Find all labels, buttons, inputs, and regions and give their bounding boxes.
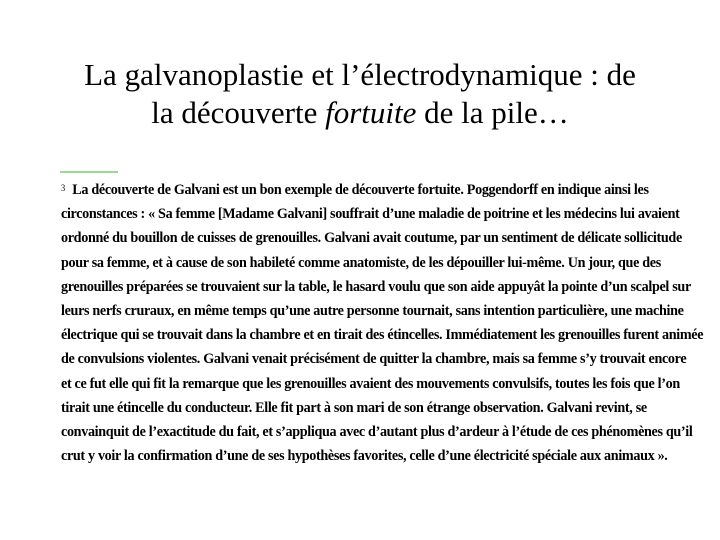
- slide-title: [20, 56, 700, 132]
- footnote-line: leurs nerfs cruraux, en même temps qu’une autre personne tournait, sans intention particulière, une machine: [61, 302, 684, 320]
- footnote-line: et ce fut elle qui fit la remarque que les grenouilles avaient des mouvements convulsifs, toutes les fois que l’on: [61, 374, 680, 392]
- footnote-text: [61, 178, 704, 468]
- footnote-line: pour sa femme, et à cause de son habileté comme anatomiste, de les dépouiller lui-même. Un jour, que des: [61, 253, 661, 271]
- footnote-line: tirait une étincelle du conducteur. Elle fit part à son mari de son étrange observation. Galvani revint, se: [61, 398, 647, 416]
- footnote-line-text: La découverte de Galvani est un bon exemple de découverte fortuite. Poggendorff en indique ainsi les: [72, 181, 649, 198]
- footnote-separator: [60, 171, 118, 173]
- footnote-line: grenouilles préparées se trouvaient sur la table, le hasard voulu que son aide appuyât la pointe d’un scalpel sur: [61, 277, 691, 295]
- footnote-line: électrique qui se trouvait dans la chambre et en tirait des étincelles. Immédiatement les grenouilles furent animée: [61, 326, 704, 344]
- footnote-line: [61, 178, 686, 202]
- title-line-2-start: la découverte: [151, 95, 326, 130]
- footnote-line: crut y voir la confirmation d’une de ses hypothèses favorites, celle d’une électricité spéciale aux animaux ».: [61, 447, 668, 465]
- title-line-1: La galvanoplastie et l’électrodynamique : de: [84, 57, 636, 92]
- title-emphasis-fortuite: fortuite: [325, 95, 417, 130]
- footnote-line: ordonné du bouillon de cuisses de grenouilles. Galvani avait coutume, par un sentiment de délicate sollicitude: [61, 229, 682, 247]
- title-line-2-end: de la pile…: [416, 95, 569, 130]
- footnote-line: convainquit de l’exactitude du fait, et s’appliqua avec d’autant plus d’ardeur à l’étude de ces phénomènes qu’il: [61, 423, 693, 441]
- footnote-line: de convulsions violentes. Galvani venait précisément de quitter la chambre, mais sa femme s’y trouvait encore: [61, 350, 687, 368]
- footnote-number: 3: [61, 183, 65, 193]
- title-line-2: [20, 94, 700, 132]
- footnote-line: circonstances : « Sa femme [Madame Galvani] souffrait d’une maladie de poitrine et les médecins lui avaient: [61, 205, 680, 223]
